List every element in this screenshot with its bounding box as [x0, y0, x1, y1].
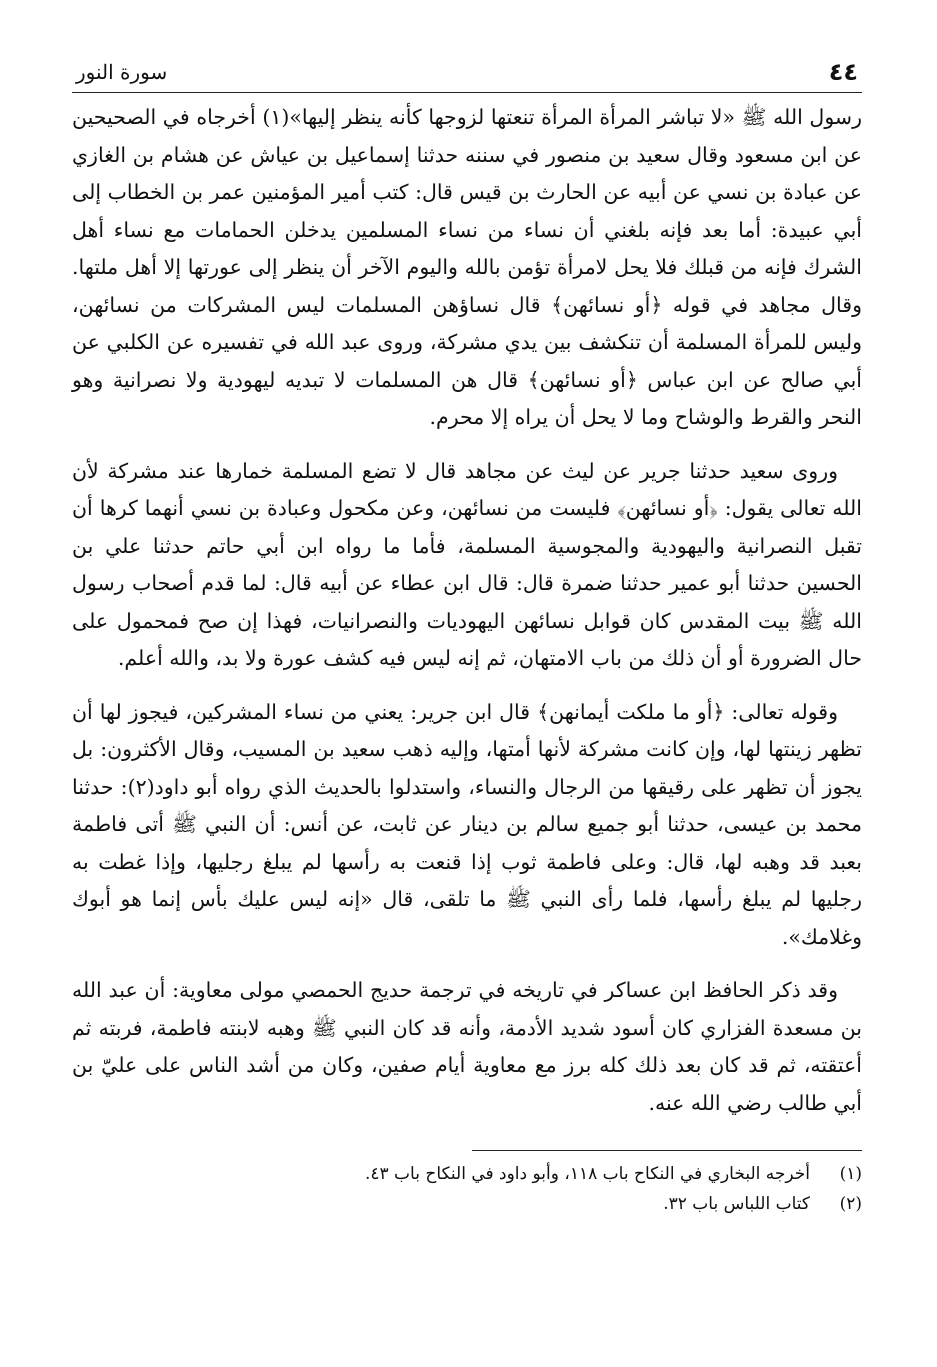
- footnote-number: (٢): [839, 1194, 862, 1214]
- paragraph-gap: [72, 678, 862, 694]
- footnote-1: [364, 1159, 862, 1189]
- paragraph-3: وقوله تعالى: ﴿أو ما ملكت أيمانهن﴾ قال ابن جرير: يعني من نساء المشركين، فيجوز لها أن تظهر زينتها لها، وإن كانت مشركة لأنها أمتها، وإليه ذهب سعيد بن المسيب، وقال الأكثرون: بل يجوز أن تظهر على رقيقها من الرجال والنساء، واستدلوا بالحديث الذي رواه أبو داود(٢): حدثنا محمد بن عيسى، حدثنا أبو جميع سالم بن دينار عن ثابت، عن أنس: أن النبي ﷺ أتى فاطمة بعبد قد وهبه لها، قال: وعلى فاطمة ثوب إذا قنعت به رأسها لم يبلغ رجليها، وإذا غطت به رجليها لم يبلغ رأسها، فلما رأى النبي ﷺ ما تلقى، قال «إنه ليس عليك بأس إنما هو أبوك وغلامك».: [72, 699, 862, 949]
- paragraph-1: رسول الله ﷺ «لا تباشر المرأة المرأة تنعتها لزوجها كأنه ينظر إليها»(١) أخرجاه في الصحيحين عن ابن مسعود وقال سعيد بن منصور في سننه حدثنا إسماعيل بن عياش عن هشام بن الغازي عن عبادة بن نسي عن أبيه عن الحارث بن قيس قال: كتب أمير المؤمنين عمر بن الخطاب إلى أبي عبيدة: أما بعد فإنه بلغني أن نساء من نساء المسلمين يدخلن الحمامات مع نساء أهل الشرك فإنه من قبلك فلا يحل لامرأة تؤمن بالله واليوم الآخر أن ينظر إلى عورتها إلا أهل ملتها. وقال مجاهد في قوله ﴿أو نسائهن﴾ قال نساؤهن المسلمات ليس المشركات من نسائهن، وليس للمرأة المسلمة أن تنكشف بين يدي مشركة، وروى عبد الله في تفسيره عن الكلبي عن أبي صالح عن ابن عباس ﴿أو نسائهن﴾ قال هن المسلمات لا تبديه ليهودية ولا نصرانية وهو النحر والقرط والوشاح وما لا يحل أن يراه إلا محرم.: [72, 105, 862, 429]
- footnote-2: [472, 1189, 862, 1219]
- footnotes: [364, 1150, 862, 1219]
- book-page: [72, 54, 862, 1344]
- footnote-number: (١): [839, 1164, 862, 1184]
- footnote-text: كتاب اللباس باب ٣٢.: [663, 1194, 810, 1214]
- page-header: [72, 54, 862, 93]
- paragraph-2: وروى سعيد حدثنا جرير عن ليث عن مجاهد قال لا تضع المسلمة خمارها عند مشركة لأن الله تعالى يقول: ﴿أو نسائهن﴾ فليست من نسائهن، وعن مكحول وعبادة بن نسي أنهما كرها أن تقبل النصرانية واليهودية والمجوسية المسلمة، فأما ما رواه ابن أبي حاتم حدثنا علي بن الحسين حدثنا أبو عمير حدثنا ضمرة قال: قال ابن عطاء عن أبيه قال: لما قدم أصحاب رسول الله ﷺ بيت المقدس كان قوابل نسائهن اليهوديات والنصرانيات، فهذا إن صح فمحمول على حال الضرورة أو أن ذلك من باب الامتهان، ثم إنه ليس فيه كشف عورة ولا بد، والله أعلم.: [72, 458, 862, 670]
- footnote-text: أخرجه البخاري في النكاح باب ١١٨، وأبو داود في النكاح باب ٤٣.: [364, 1164, 810, 1184]
- paragraph-4: وقد ذكر الحافظ ابن عساكر في تاريخه في ترجمة حديج الحمصي مولى معاوية: أن عبد الله بن مسعدة الفزاري كان أسود شديد الأدمة، وأنه قد كان النبي ﷺ وهبه لابنته فاطمة، فربته ثم أعتقته، ثم قد كان بعد ذلك كله برز مع معاوية أيام صفين، وكان من أشد الناس على عليّ بن أبي طالب رضي الله عنه.: [72, 978, 862, 1115]
- body-text: [72, 99, 862, 1122]
- paragraph-gap: [72, 437, 862, 453]
- paragraph-gap: [72, 956, 862, 972]
- running-title: سورة النور: [76, 60, 168, 84]
- page-number: ٤٤: [828, 58, 858, 86]
